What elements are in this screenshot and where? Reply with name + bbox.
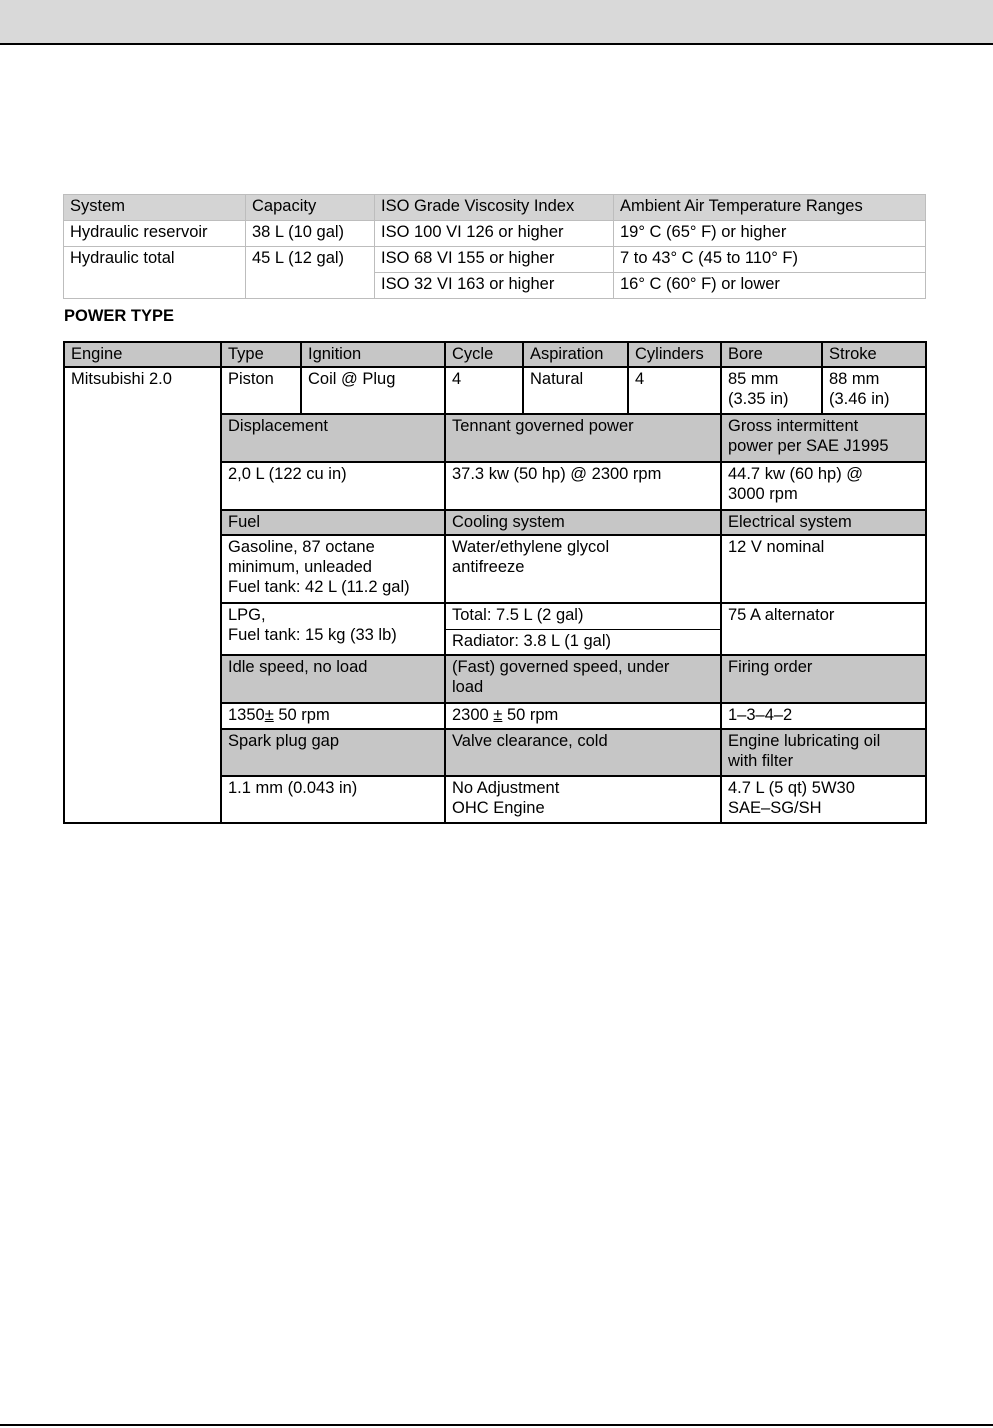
table-header-row [64, 342, 926, 367]
cell-ignition: Coil @ Plug [301, 367, 445, 414]
idle-base: 1350 [228, 706, 265, 724]
cell-system: Hydraulic reservoir [64, 221, 246, 247]
plus-minus-symbol: ± [264, 706, 274, 724]
power-type-title: POWER TYPE [64, 307, 175, 325]
label-gross-power: Gross intermittent power per SAE J1995 [721, 414, 926, 462]
table-row [64, 367, 926, 414]
cell-aspiration: Natural [523, 367, 628, 414]
cell-bore: 85 mm (3.35 in) [721, 367, 822, 414]
table-header-row [64, 195, 926, 221]
plus-minus-symbol: ± [493, 706, 503, 724]
cell-temp: 16° C (60° F) or lower [614, 273, 926, 299]
label-spark-plug-gap: Spark plug gap [221, 729, 445, 776]
cell-firing-order: 1–3–4–2 [721, 703, 926, 729]
gov-tolerance: 50 rpm [502, 706, 559, 724]
cell-electrical: 12 V nominal [721, 535, 926, 603]
header-capacity: Capacity [246, 195, 375, 221]
cell-cooling: Water/ethylene glycol antifreeze [445, 535, 721, 603]
cell-capacity: 38 L (10 gal) [246, 221, 375, 247]
cell-gross-power: 44.7 kw (60 hp) @ 3000 rpm [721, 462, 926, 510]
label-idle-speed: Idle speed, no load [221, 655, 445, 703]
table-row [64, 247, 926, 273]
cell-capacity: 45 L (12 gal) [246, 247, 375, 299]
power-type-table [63, 341, 927, 824]
cell-system: Hydraulic total [64, 247, 246, 299]
cell-fuel-lpg: LPG, Fuel tank: 15 kg (33 lb) [221, 603, 445, 655]
table-row [64, 221, 926, 247]
header-cycle: Cycle [445, 342, 523, 367]
header-ambient-temp: Ambient Air Temperature Ranges [614, 195, 926, 221]
cell-cylinders: 4 [628, 367, 721, 414]
header-aspiration: Aspiration [523, 342, 628, 367]
label-firing-order: Firing order [721, 655, 926, 703]
cell-fuel-gasoline: Gasoline, 87 octane minimum, unleaded Fuel tank: 42 L (11.2 gal) [221, 535, 445, 603]
label-displacement: Displacement [221, 414, 445, 462]
header-bore: Bore [721, 342, 822, 367]
page-footer-rule [0, 1424, 993, 1426]
cell-iso: ISO 100 VI 126 or higher [375, 221, 614, 247]
label-fuel: Fuel [221, 510, 445, 535]
idle-tolerance: 50 rpm [273, 706, 330, 724]
cell-displacement: 2,0 L (122 cu in) [221, 462, 445, 510]
cell-governed-power: 37.3 kw (50 hp) @ 2300 rpm [445, 462, 721, 510]
cell-idle-speed [221, 703, 445, 729]
header-iso-grade: ISO Grade Viscosity Index [375, 195, 614, 221]
cell-cycle: 4 [445, 367, 523, 414]
cell-type: Piston [221, 367, 301, 414]
cell-radiator: Radiator: 3.8 L (1 gal) [445, 629, 721, 655]
label-valve-clearance: Valve clearance, cold [445, 729, 721, 776]
header-ignition: Ignition [301, 342, 445, 367]
cell-spark-plug-gap: 1.1 mm (0.043 in) [221, 776, 445, 823]
cell-valve-clearance: No Adjustment OHC Engine [445, 776, 721, 823]
label-governed-speed: (Fast) governed speed, under load [445, 655, 721, 703]
cell-iso: ISO 68 VI 155 or higher [375, 247, 614, 273]
cell-temp: 7 to 43° C (45 to 110° F) [614, 247, 926, 273]
label-cooling: Cooling system [445, 510, 721, 535]
label-engine-oil: Engine lubricating oil with filter [721, 729, 926, 776]
cell-stroke: 88 mm (3.46 in) [822, 367, 926, 414]
header-stroke: Stroke [822, 342, 926, 367]
cell-iso: ISO 32 VI 163 or higher [375, 273, 614, 299]
label-governed-power: Tennant governed power [445, 414, 721, 462]
header-engine: Engine [64, 342, 221, 367]
header-cylinders: Cylinders [628, 342, 721, 367]
header-type: Type [221, 342, 301, 367]
cell-governed-speed [445, 703, 721, 729]
gov-base: 2300 [452, 706, 494, 724]
cell-temp: 19° C (65° F) or higher [614, 221, 926, 247]
hydraulic-fluid-table [63, 194, 926, 299]
header-system: System [64, 195, 246, 221]
cell-engine-name: Mitsubishi 2.0 [64, 367, 221, 823]
cell-alternator: 75 A alternator [721, 603, 926, 655]
cell-engine-oil: 4.7 L (5 qt) 5W30 SAE–SG/SH [721, 776, 926, 823]
cell-cooling-total: Total: 7.5 L (2 gal) [445, 603, 721, 629]
page-header-band [0, 0, 993, 45]
label-electrical: Electrical system [721, 510, 926, 535]
